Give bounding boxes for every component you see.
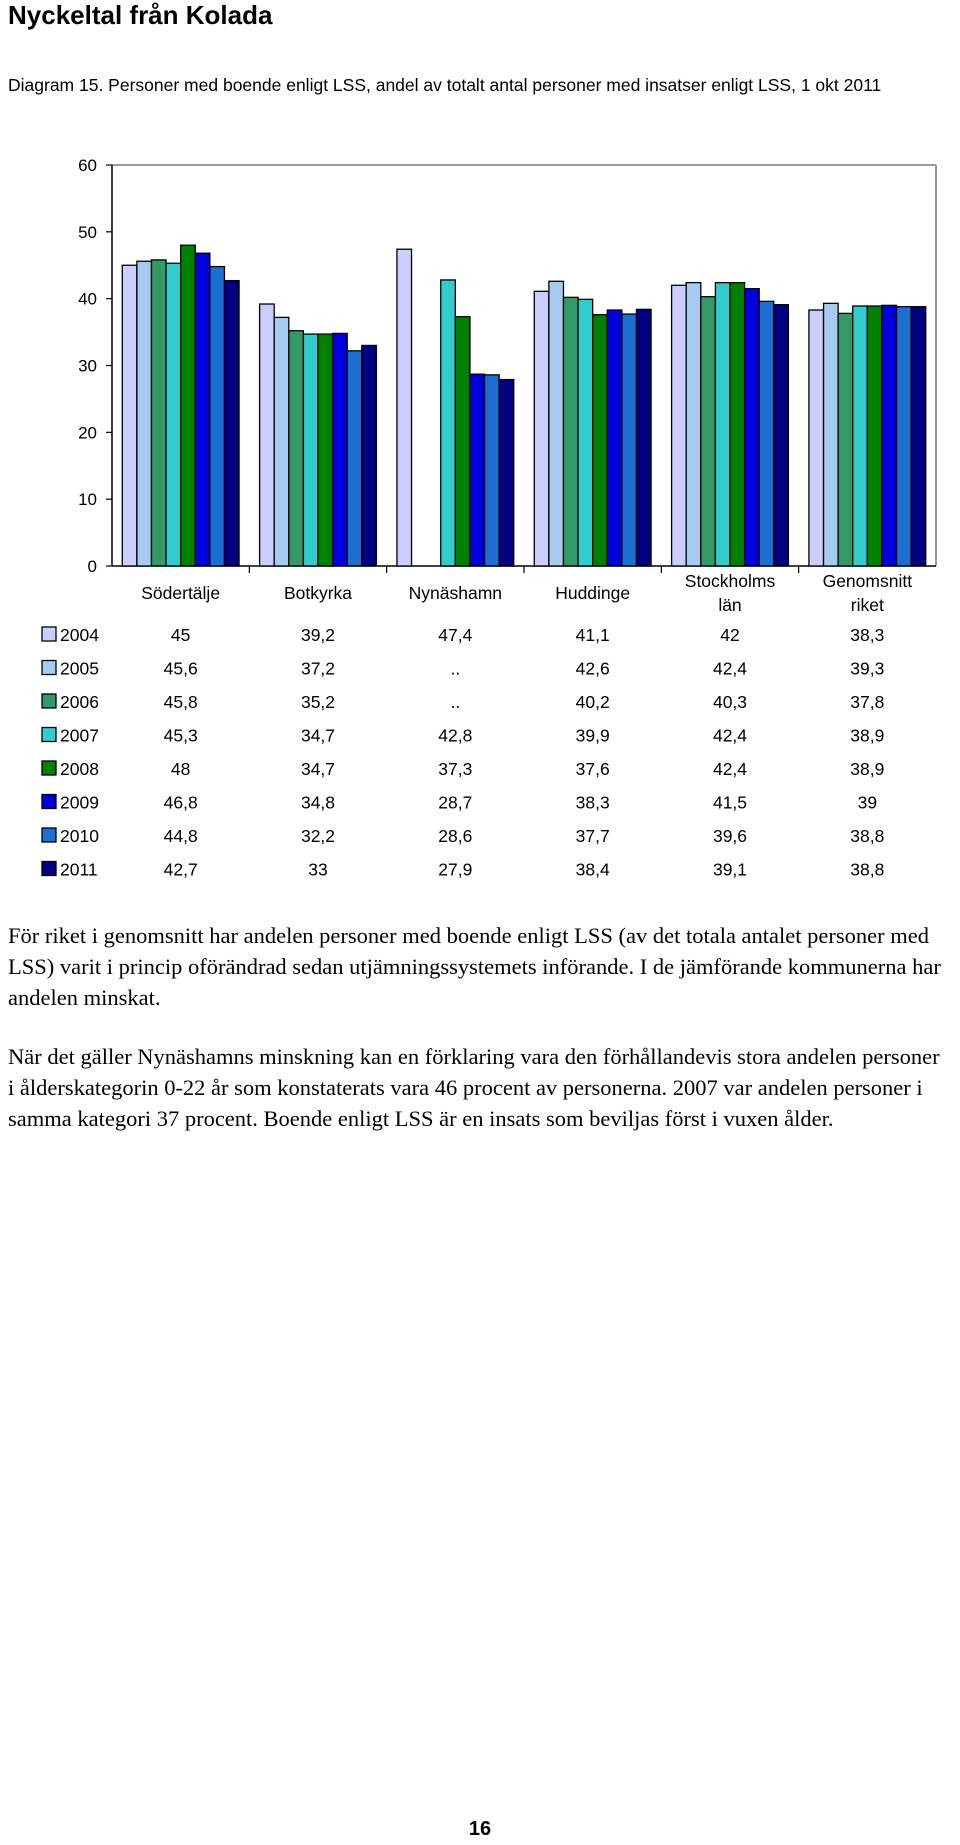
bar-2010 bbox=[485, 375, 500, 566]
bar-2006 bbox=[701, 297, 716, 566]
bar-2011 bbox=[362, 345, 377, 566]
table-value: 33 bbox=[308, 859, 328, 880]
bar-2007 bbox=[578, 299, 593, 566]
y-tick-label: 20 bbox=[78, 423, 97, 443]
table-value: 42,4 bbox=[712, 658, 748, 679]
legend-swatch-2011 bbox=[42, 862, 56, 876]
table-value: 39,9 bbox=[575, 725, 610, 746]
plot-area bbox=[78, 156, 936, 615]
table-value: 37,3 bbox=[438, 759, 473, 779]
bar-2005 bbox=[137, 261, 152, 566]
bar-2006 bbox=[563, 297, 578, 566]
table-value: 39 bbox=[857, 792, 878, 813]
table-value: 48 bbox=[170, 759, 191, 779]
bar-2007 bbox=[303, 334, 318, 566]
bar-2009 bbox=[195, 253, 210, 566]
table-value: 38,3 bbox=[575, 792, 610, 813]
table-value: 37,2 bbox=[300, 658, 336, 679]
bar-2009 bbox=[333, 333, 348, 566]
table-value: 28,6 bbox=[438, 826, 473, 846]
bar-2011 bbox=[774, 305, 789, 566]
bar-2004 bbox=[672, 285, 687, 566]
bar-2006 bbox=[838, 313, 853, 566]
paragraph-1: För riket i genomsnitt har andelen personer med boende enligt LSS (av det totala antalet personer med LSS) varit i princip oförändrad sedan utjämningssystemets införande. I de jämförande kommunerna har andelen minskat. bbox=[8, 923, 941, 1010]
bar-2004 bbox=[534, 291, 549, 566]
legend-label: 2008 bbox=[60, 759, 99, 779]
bar-2010 bbox=[210, 267, 225, 566]
y-tick-label: 0 bbox=[87, 557, 97, 576]
table-value: 40,2 bbox=[575, 692, 610, 712]
legend-swatch-2010 bbox=[42, 828, 56, 842]
table-value: 38,9 bbox=[850, 759, 885, 779]
table-value: 47,4 bbox=[438, 625, 473, 645]
table-value: 45,3 bbox=[163, 725, 198, 746]
bar-2007 bbox=[441, 280, 456, 566]
bar-2011 bbox=[224, 281, 239, 566]
table-value: 37,6 bbox=[575, 759, 610, 779]
table-value: 42,7 bbox=[163, 859, 198, 880]
table-value: 37,8 bbox=[850, 692, 885, 712]
bar-2006 bbox=[151, 260, 166, 566]
table-value: 38,8 bbox=[850, 859, 885, 880]
y-tick-label: 50 bbox=[78, 222, 97, 242]
legend-label: 2007 bbox=[60, 725, 99, 746]
table-value: 37,7 bbox=[575, 826, 610, 846]
bar-2009 bbox=[607, 310, 622, 566]
table-value: 38,8 bbox=[850, 826, 885, 846]
table-value: 39,6 bbox=[712, 826, 748, 846]
x-category-label: Stockholms bbox=[684, 571, 776, 591]
bar-2004 bbox=[397, 249, 412, 566]
table-value: 39,3 bbox=[850, 658, 885, 679]
x-category-label: Södertälje bbox=[141, 583, 221, 603]
bar-2006 bbox=[289, 331, 304, 566]
y-tick-label: 40 bbox=[78, 289, 97, 309]
table-value: 41,5 bbox=[712, 792, 748, 813]
bar-2011 bbox=[499, 380, 514, 566]
table-value: 38,3 bbox=[850, 625, 885, 645]
bar-2007 bbox=[166, 263, 181, 566]
legend-swatch-2005 bbox=[42, 661, 56, 675]
x-category-label: län bbox=[718, 595, 742, 615]
table-value: 45,6 bbox=[163, 658, 198, 679]
table-value: 39,2 bbox=[300, 625, 336, 645]
bar-2009 bbox=[745, 289, 760, 566]
bar-2008 bbox=[181, 245, 196, 566]
bar-2008 bbox=[318, 334, 333, 566]
table-value: 38,9 bbox=[850, 725, 885, 746]
table-value: 32,2 bbox=[300, 826, 336, 846]
page-number: 16 bbox=[468, 1818, 492, 1840]
table-value: .. bbox=[450, 658, 461, 679]
bar-2005 bbox=[686, 283, 701, 566]
table-value: .. bbox=[450, 692, 461, 712]
bar-2004 bbox=[122, 265, 137, 566]
legend-label: 2006 bbox=[60, 692, 99, 712]
table-value: 38,4 bbox=[575, 859, 610, 880]
table-value: 27,9 bbox=[438, 859, 473, 880]
legend-label: 2011 bbox=[60, 859, 98, 880]
table-value: 44,8 bbox=[163, 826, 198, 846]
table-value: 34,7 bbox=[300, 725, 336, 746]
table-value: 42,6 bbox=[575, 658, 610, 679]
bar-2009 bbox=[470, 374, 485, 566]
y-tick-label: 60 bbox=[78, 156, 97, 175]
bar-2010 bbox=[897, 307, 912, 566]
legend-label: 2010 bbox=[60, 826, 99, 846]
bar-2011 bbox=[636, 309, 651, 566]
table-value: 42 bbox=[720, 625, 740, 645]
bar-2008 bbox=[593, 315, 608, 566]
bar-2005 bbox=[274, 317, 289, 566]
table-value: 40,3 bbox=[712, 692, 748, 712]
page-heading: Nyckeltal från Kolada bbox=[8, 0, 273, 30]
legend-label: 2005 bbox=[60, 658, 99, 679]
data-table bbox=[42, 625, 884, 880]
bar-2007 bbox=[853, 306, 868, 566]
y-tick-label: 10 bbox=[78, 490, 97, 510]
diagram-caption: Diagram 15. Personer med boende enligt LSS, andel av totalt antal personer med insatser enligt LSS, 1 okt 2011 bbox=[8, 75, 882, 95]
legend-swatch-2006 bbox=[42, 694, 56, 708]
bar-chart bbox=[0, 0, 960, 900]
bar-2008 bbox=[867, 306, 882, 566]
table-value: 41,1 bbox=[575, 625, 610, 645]
legend-swatch-2009 bbox=[42, 795, 56, 809]
legend-swatch-2008 bbox=[42, 761, 56, 775]
bar-2010 bbox=[759, 301, 774, 566]
bar-2010 bbox=[622, 314, 637, 566]
bar-2009 bbox=[882, 305, 897, 566]
y-tick-label: 30 bbox=[78, 356, 97, 376]
table-value: 34,8 bbox=[300, 792, 336, 813]
legend-label: 2009 bbox=[60, 792, 99, 813]
x-category-label: Genomsnitt bbox=[822, 571, 913, 591]
bar-2008 bbox=[730, 283, 745, 566]
bar-2007 bbox=[715, 283, 730, 566]
table-value: 42,8 bbox=[438, 725, 473, 746]
legend-label: 2004 bbox=[60, 625, 99, 645]
legend-swatch-2007 bbox=[42, 728, 56, 742]
table-value: 46,8 bbox=[163, 792, 198, 813]
table-value: 42,4 bbox=[712, 725, 748, 746]
table-value: 45,8 bbox=[163, 692, 198, 712]
bar-2008 bbox=[455, 317, 470, 566]
x-category-label: Huddinge bbox=[555, 583, 631, 603]
table-value: 45 bbox=[170, 625, 191, 645]
bar-2004 bbox=[809, 310, 824, 566]
bar-2010 bbox=[347, 351, 362, 566]
x-category-label: Botkyrka bbox=[283, 583, 353, 603]
bar-2005 bbox=[549, 281, 564, 566]
table-value: 35,2 bbox=[300, 692, 336, 712]
x-category-label: riket bbox=[850, 595, 884, 615]
table-value: 28,7 bbox=[438, 792, 473, 813]
bar-2004 bbox=[260, 304, 275, 566]
paragraph-2: När det gäller Nynäshamns minskning kan en förklaring vara den förhållandevis stora andelen personer i ålderskategorin 0-22 år som konstaterats vara 46 procent av personerna. 2007 var andelen personer i samma kategori 37 procent. Boende enligt LSS är en insats som beviljas först i vuxen ålder. bbox=[8, 1044, 940, 1131]
x-category-label: Nynäshamn bbox=[408, 583, 503, 603]
table-value: 34,7 bbox=[300, 759, 336, 779]
bar-2005 bbox=[824, 303, 839, 566]
table-value: 39,1 bbox=[712, 859, 748, 880]
legend-swatch-2004 bbox=[42, 627, 56, 641]
table-value: 42,4 bbox=[712, 759, 748, 779]
bar-2011 bbox=[911, 307, 926, 566]
